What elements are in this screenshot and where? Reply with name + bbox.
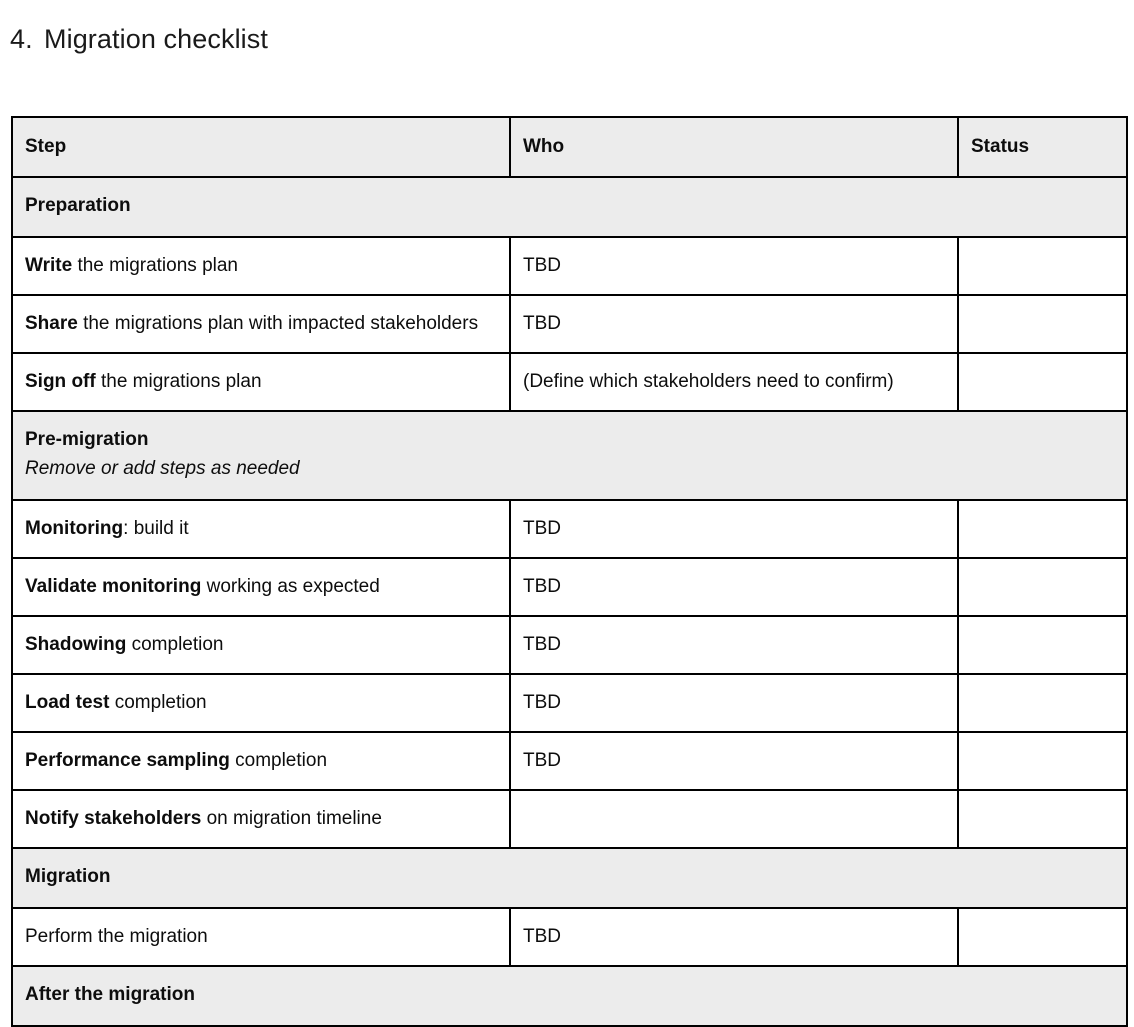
- table-section-row: [12, 411, 1127, 500]
- status-cell[interactable]: [958, 295, 1127, 353]
- who-cell[interactable]: TBD: [510, 295, 958, 353]
- who-cell[interactable]: TBD: [510, 558, 958, 616]
- step-lead: Share: [25, 313, 78, 334]
- who-cell[interactable]: TBD: [510, 732, 958, 790]
- section-label: Pre-migration: [25, 429, 149, 450]
- step-cell: [12, 616, 510, 674]
- section-label: Migration: [25, 866, 111, 887]
- who-cell[interactable]: TBD: [510, 500, 958, 558]
- who-cell[interactable]: TBD: [510, 237, 958, 295]
- table-row: [12, 295, 1127, 353]
- section-note: Remove or add steps as needed: [25, 458, 300, 479]
- table-body: [12, 177, 1127, 1026]
- table-row: [12, 732, 1127, 790]
- table-row: [12, 558, 1127, 616]
- status-cell[interactable]: [958, 500, 1127, 558]
- step-cell: [12, 295, 510, 353]
- step-rest: completion: [109, 692, 207, 713]
- who-cell[interactable]: [510, 790, 958, 848]
- table-row: [12, 237, 1127, 295]
- status-cell[interactable]: [958, 908, 1127, 966]
- table-section-row: [12, 966, 1127, 1026]
- heading-text: Migration checklist: [44, 24, 268, 54]
- step-rest: the migrations plan: [72, 255, 238, 276]
- table-row: [12, 353, 1127, 411]
- who-cell[interactable]: TBD: [510, 908, 958, 966]
- status-cell[interactable]: [958, 674, 1127, 732]
- step-lead: Perform the migration: [25, 926, 208, 947]
- step-cell: [12, 237, 510, 295]
- step-rest: working as expected: [201, 576, 380, 597]
- who-cell[interactable]: TBD: [510, 674, 958, 732]
- step-lead: Write: [25, 255, 73, 276]
- section-cell: [12, 411, 1127, 500]
- step-lead: Performance sampling: [25, 750, 230, 771]
- step-rest: completion: [126, 634, 224, 655]
- who-cell[interactable]: TBD: [510, 616, 958, 674]
- step-rest: the migrations plan: [95, 371, 262, 392]
- step-lead: Load test: [25, 692, 110, 713]
- status-cell[interactable]: [958, 353, 1127, 411]
- table-row: [12, 500, 1127, 558]
- step-rest: the migrations plan with impacted stakeholders: [77, 313, 479, 334]
- step-lead: Shadowing: [25, 634, 127, 655]
- column-header-status: Status: [958, 117, 1127, 177]
- column-header-step: Step: [12, 117, 510, 177]
- status-cell[interactable]: [958, 237, 1127, 295]
- step-cell: [12, 558, 510, 616]
- heading-number: 4.: [10, 24, 33, 54]
- column-header-who: Who: [510, 117, 958, 177]
- step-lead: Notify stakeholders: [25, 808, 202, 829]
- table-row: [12, 790, 1127, 848]
- table-header: [12, 117, 1127, 177]
- status-cell[interactable]: [958, 616, 1127, 674]
- table-row: [12, 908, 1127, 966]
- section-cell: [12, 966, 1127, 1026]
- step-lead: Sign off: [25, 371, 96, 392]
- migration-checklist-table-wrapper: [11, 116, 1126, 1027]
- page-title: [10, 22, 268, 56]
- section-cell: [12, 177, 1127, 237]
- who-cell[interactable]: (Define which stakeholders need to confirm): [510, 353, 958, 411]
- table-row: [12, 616, 1127, 674]
- step-rest: completion: [229, 750, 328, 771]
- step-rest: : build it: [123, 518, 189, 539]
- step-cell: [12, 353, 510, 411]
- step-cell: [12, 790, 510, 848]
- step-cell: [12, 908, 510, 966]
- section-cell: [12, 848, 1127, 908]
- table-section-row: [12, 177, 1127, 237]
- step-cell: [12, 674, 510, 732]
- step-cell: [12, 732, 510, 790]
- status-cell[interactable]: [958, 558, 1127, 616]
- table-header-row: [12, 117, 1127, 177]
- step-lead: Validate monitoring: [25, 576, 202, 597]
- section-label: After the migration: [25, 984, 195, 1005]
- status-cell[interactable]: [958, 732, 1127, 790]
- section-label: Preparation: [25, 195, 131, 216]
- status-cell[interactable]: [958, 790, 1127, 848]
- table-section-row: [12, 848, 1127, 908]
- step-lead: Monitoring: [25, 518, 124, 539]
- step-cell: [12, 500, 510, 558]
- table-row: [12, 674, 1127, 732]
- migration-checklist-table: [11, 116, 1128, 1027]
- step-rest: on migration timeline: [201, 808, 382, 829]
